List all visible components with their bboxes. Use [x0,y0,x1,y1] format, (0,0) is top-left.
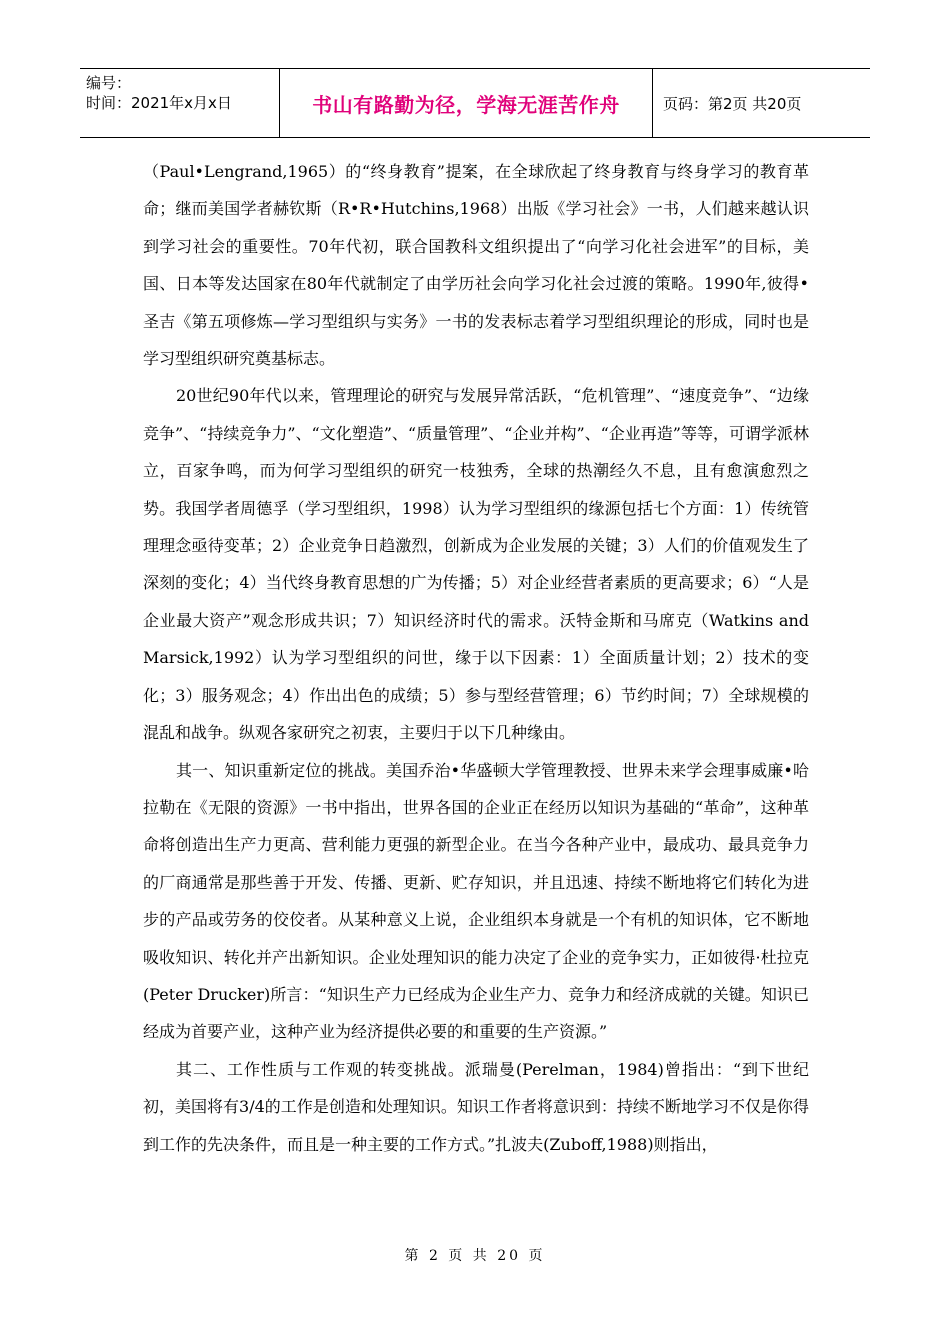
section-paragraph-1 [143,752,809,1051]
body-paragraph: （Paul•Lengrand,1965）的“终身教育”提案，在全球欣起了终身教育与终身学习的教育革命；继而美国学者赫钦斯（R•R•Hutchins,1968）出版《学习社会》一书，人们越来越认识到学习社会的重要性。70年代初，联合国教科文组织提出了“向学习化社会进军”的目标，美国、日本等发达国家在80年代就制定了由学历社会向学习化社会过渡的策略。1990年,彼得•圣吉《第五项修炼—学习型组织与实务》一书的发表标志着学习型组织理论的形成，同时也是学习型组织研究奠基标志。 [143,162,809,369]
section-heading-1: 其一、知识重新定位的挑战。 [176,760,387,780]
section-text-1: 美国乔治•华盛顿大学管理教授、世界未来学会理事威廉•哈拉勒在《无限的资源》一书中指出，世界各国的企业正在经历以知识为基础的“革命”，这种革命将创造出生产力更高、营利能力更强的新型企业。在当今各种产业中，最成功、最具竞争力的厂商通常是那些善于开发、传播、更新、贮存知识，并且迅速、持续不断地将它们转化为进步的产品或劳务的佼佼者。从某种意义上说，企业组织本身就是一个有机的知识体，它不断地吸收知识、转化并产出新知识。企业处理知识的能力决定了企业的竞争实力，正如彼得·杜拉克(Peter Drucker)所言：“知识生产力已经成为企业生产力、竞争力和经济成就的关键。知识已经成为首要产业，这种产业为经济提供必要的和重要的生产资源。” [143,760,809,1042]
header-motto: 书山有路勤为径，学海无涯苦作舟 [280,69,653,137]
section-paragraph-2 [143,1051,809,1163]
page-header [80,68,870,138]
page-footer: 第 2 页 共 20 页 [404,1248,546,1264]
document-time-label: 时间：2021年x月x日 [86,94,232,112]
section-heading-2: 其二、工作性质与工作观的转变挑战。 [176,1059,465,1079]
header-page-info: 页码：第2页 共20页 [663,94,802,113]
document-body [143,153,809,1163]
body-paragraph: 20世纪90年代以来，管理理论的研究与发展异常活跃，“危机管理”、“速度竞争”、“边缘竞争”、“持续竞争力”、“文化塑造”、“质量管理”、“企业并构”、“企业再造”等等，可谓学派林立，百家争鸣，而为何学习型组织的研究一枝独秀，全球的热潮经久不息，且有愈演愈烈之势。我国学者周德孚（学习型组织，1998）认为学习型组织的缘源包括七个方面：1）传统管理理念亟待变革；2）企业竞争日趋激烈，创新成为企业发展的关键；3）人们的价值观发生了深刻的变化；4）当代终身教育思想的广为传播；5）对企业经营者素质的更高要求；6）“人是企业最大资产”观念形成共识；7）知识经济时代的需求。沃特金斯和马席克（Watkins and Marsick,1992）认为学习型组织的问世，缘于以下因素：1）全面质量计划；2）技术的变化；3）服务观念；4）作出出色的成绩；5）参与型经营管理；6）节约时间；7）全球规模的混乱和战争。纵观各家研究之初衷，主要归于以下几种缘由。 [143,386,809,743]
document-number-label: 编号： [86,74,132,92]
section-text-2: 派瑞曼(Perelman，1984)曾指出：“到下世纪初，美国将有3/4的工作是创造和处理知识。知识工作者将意识到：持续不断地学习不仅是你得到工作的先决条件，而且是一种主要的工作方式。”扎波夫(Zuboff,1988)则指出， [143,1059,809,1154]
header-meta [80,69,280,137]
